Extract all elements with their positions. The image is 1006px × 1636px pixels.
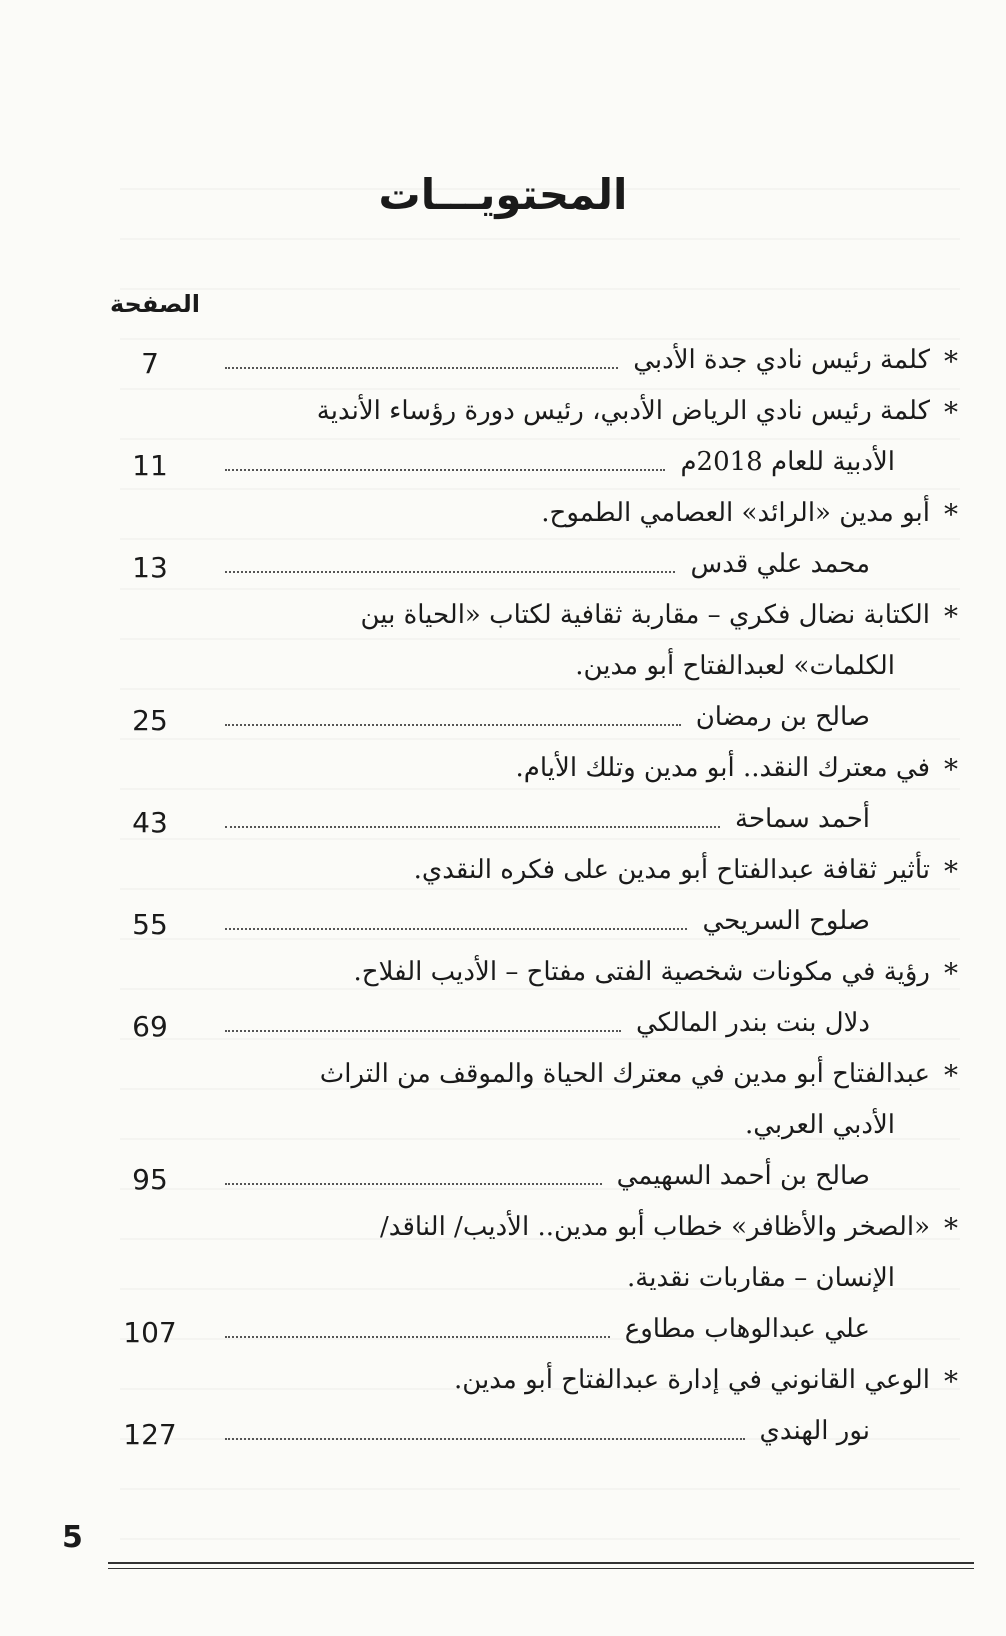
- footer-rule: [108, 1562, 974, 1564]
- entry-page-number: 7: [141, 347, 159, 380]
- entry-title-line: في معترك النقد.. أبو مدين وتلك الأيام.: [515, 753, 930, 783]
- entry-bullet: *: [944, 498, 958, 531]
- entry-title-line: كلمة رئيس نادي جدة الأدبي: [633, 345, 930, 375]
- entry-title-line: الأدبي العربي.: [744, 1110, 895, 1140]
- entry-title-line: الأدبية للعام 2018م: [680, 447, 895, 477]
- leader-dots: [225, 1183, 602, 1185]
- leader-dots: [225, 469, 665, 471]
- page-number: 5: [62, 1520, 83, 1555]
- leader-dots: [225, 826, 720, 828]
- entry-title-line: الكلمات» لعبدالفتاح أبو مدين.: [575, 651, 895, 681]
- entry-bullet: *: [944, 855, 958, 888]
- entry-page-number: 95: [132, 1163, 168, 1196]
- entry-author: أحمد سماحة: [735, 804, 870, 834]
- entry-title-line: الكتابة نضال فكري – مقاربة ثقافية لكتاب «الحياة بين: [360, 600, 930, 630]
- leader-dots: [225, 928, 687, 930]
- entry-title-line: رؤية في مكونات شخصية الفتى مفتاح – الأديب الفلاح.: [353, 957, 930, 987]
- entry-title-line: أبو مدين «الرائد» العصامي الطموح.: [541, 498, 930, 528]
- page-column-label: الصفحة: [110, 290, 201, 318]
- entry-page-number: 69: [132, 1010, 168, 1043]
- entry-page-number: 13: [132, 551, 168, 584]
- entry-title-line: الوعي القانوني في إدارة عبدالفتاح أبو مدين.: [453, 1365, 930, 1395]
- entry-author: محمد علي قدس: [690, 549, 870, 579]
- leader-dots: [225, 1030, 621, 1032]
- entry-bullet: *: [944, 1365, 958, 1398]
- entry-page-number: 107: [123, 1316, 177, 1349]
- entry-bullet: *: [944, 345, 958, 378]
- entry-bullet: *: [944, 1059, 958, 1092]
- entry-author: صالح بن أحمد السهيمي: [616, 1161, 870, 1191]
- entry-bullet: *: [944, 396, 958, 429]
- entry-author: علي عبدالوهاب مطاوع: [624, 1314, 870, 1344]
- entry-author: نور الهندي: [759, 1416, 870, 1446]
- entry-page-number: 127: [123, 1418, 177, 1451]
- footer-rule-thin: [108, 1568, 974, 1569]
- entry-author: دلال بنت بندر المالكي: [635, 1008, 870, 1038]
- entry-bullet: *: [944, 1212, 958, 1245]
- entry-bullet: *: [944, 957, 958, 990]
- entry-title-line: الإنسان – مقاربات نقدية.: [627, 1263, 895, 1293]
- entry-page-number: 43: [132, 806, 168, 839]
- entry-page-number: 25: [132, 704, 168, 737]
- leader-dots: [225, 1336, 610, 1338]
- entry-bullet: *: [944, 753, 958, 786]
- entry-page-number: 55: [132, 908, 168, 941]
- leader-dots: [225, 367, 618, 369]
- entry-author: صلوح السريحي: [702, 906, 870, 936]
- page-title: المحتويـــات: [378, 170, 628, 219]
- leader-dots: [225, 571, 675, 573]
- leader-dots: [225, 1438, 745, 1440]
- leader-dots: [225, 724, 681, 726]
- entry-title-line: «الصخر والأظافر» خطاب أبو مدين.. الأديب/ الناقد/: [380, 1212, 930, 1242]
- entry-title-line: تأثير ثقافة عبدالفتاح أبو مدين على فكره النقدي.: [413, 855, 930, 885]
- entry-page-number: 11: [132, 449, 168, 482]
- entry-bullet: *: [944, 600, 958, 633]
- entry-author: صالح بن رمضان: [695, 702, 870, 732]
- entry-title-line: عبدالفتاح أبو مدين في معترك الحياة والموقف من التراث: [319, 1059, 930, 1089]
- entry-title-line: كلمة رئيس نادي الرياض الأدبي، رئيس دورة رؤساء الأندية: [316, 396, 930, 426]
